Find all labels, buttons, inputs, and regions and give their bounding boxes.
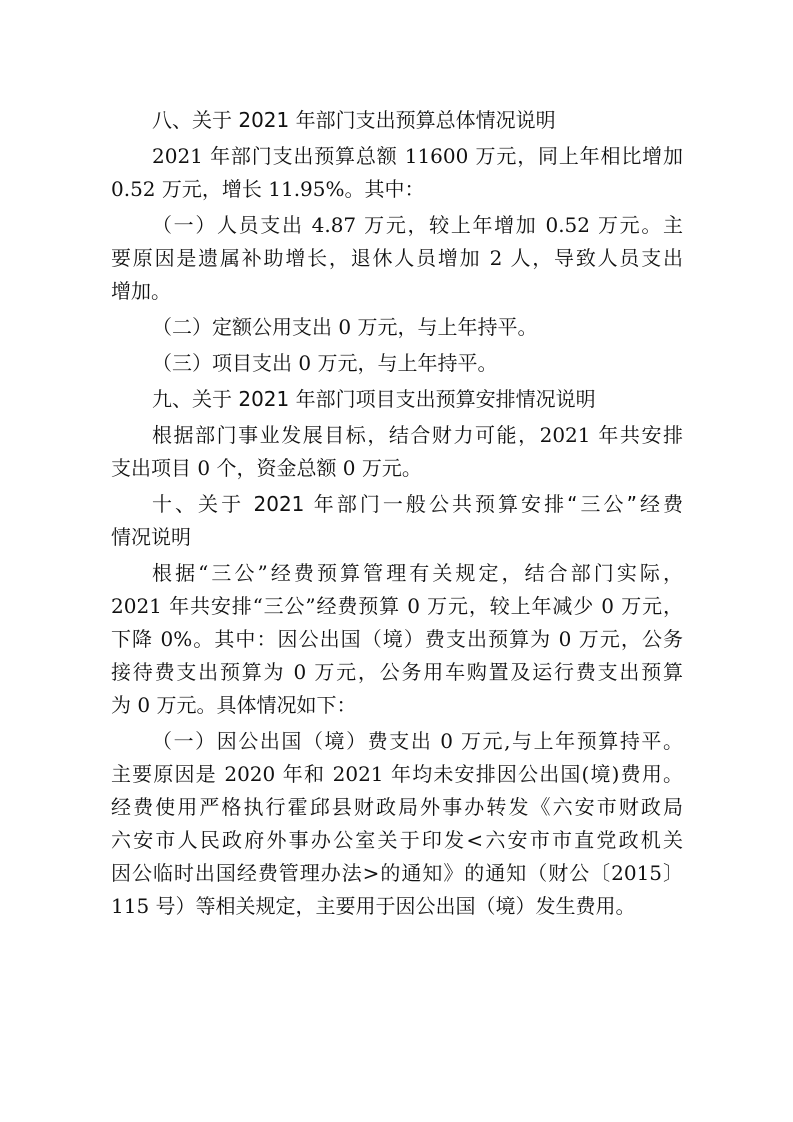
section-9 — [111, 383, 683, 485]
section-title-line: 十、关于 2021 年部门一般公共预算安排“三公”经费 — [152, 492, 683, 516]
paragraph-line: 根据部门事业发展目标，结合财力可能，2021 年共安排 — [152, 423, 683, 447]
paragraph-line: （二）定额公用支出 0 万元，与上年持平。 — [152, 315, 538, 339]
paragraph-line: 因公临时出国经费管理办法>的通知》的通知（财公〔2015〕 — [111, 861, 683, 885]
paragraph-line: 接待费支出预算为 0 万元，公务用车购置及运行费支出预算 — [111, 660, 683, 684]
section-8 — [111, 104, 683, 380]
paragraph-line: 六安市人民政府外事办公室关于印发<六安市市直党政机关 — [111, 828, 683, 852]
section-title: 九、关于 2021 年部门项目支出预算安排情况说明 — [152, 387, 596, 411]
section-title-line: 情况说明 — [111, 525, 191, 549]
paragraph-line: 0.52 万元，增长 11.95%。其中： — [111, 177, 425, 201]
document-page — [111, 104, 683, 926]
paragraph-line: （一）人员支出 4.87 万元，较上年增加 0.52 万元。主 — [152, 213, 683, 237]
section-title — [111, 488, 683, 554]
paragraph — [111, 725, 683, 923]
paragraph-line: 增加。 — [111, 279, 171, 303]
paragraph-line: 下降 0%。其中：因公出国（境）费支出预算为 0 万元，公务 — [111, 627, 683, 651]
section-title: 八、关于 2021 年部门支出预算总体情况说明 — [152, 108, 556, 132]
paragraph-line: 支出项目 0 个，资金总额 0 万元。 — [111, 456, 422, 480]
paragraph-line: 根据“三公”经费预算管理有关规定，结合部门实际， — [152, 561, 683, 585]
paragraph — [111, 347, 683, 380]
paragraph — [111, 557, 683, 722]
paragraph — [111, 209, 683, 308]
section-10 — [111, 488, 683, 923]
paragraph-line: （三）项目支出 0 万元，与上年持平。 — [152, 351, 498, 375]
paragraph-line: 2021 年部门支出预算总额 11600 万元，同上年相比增加 — [152, 144, 683, 168]
paragraph-line: 要原因是遗属补助增长，退休人员增加 2 人，导致人员支出 — [111, 246, 683, 270]
paragraph-line: 为 0 万元。具体情况如下： — [111, 693, 357, 717]
paragraph-line: 主要原因是 2020 年和 2021 年均未安排因公出国(境)费用。 — [111, 762, 683, 786]
paragraph-line: （一）因公出国（境）费支出 0 万元,与上年预算持平。 — [152, 729, 683, 753]
paragraph-line: 115 号）等相关规定，主要用于因公出国（境）发生费用。 — [111, 894, 636, 918]
paragraph — [111, 419, 683, 485]
paragraph-line: 2021 年共安排“三公”经费预算 0 万元，较上年减少 0 万元， — [111, 594, 683, 618]
paragraph-line: 经费使用严格执行霍邱县财政局外事办转发《六安市财政局 — [111, 795, 683, 819]
paragraph — [111, 311, 683, 344]
paragraph — [111, 140, 683, 206]
